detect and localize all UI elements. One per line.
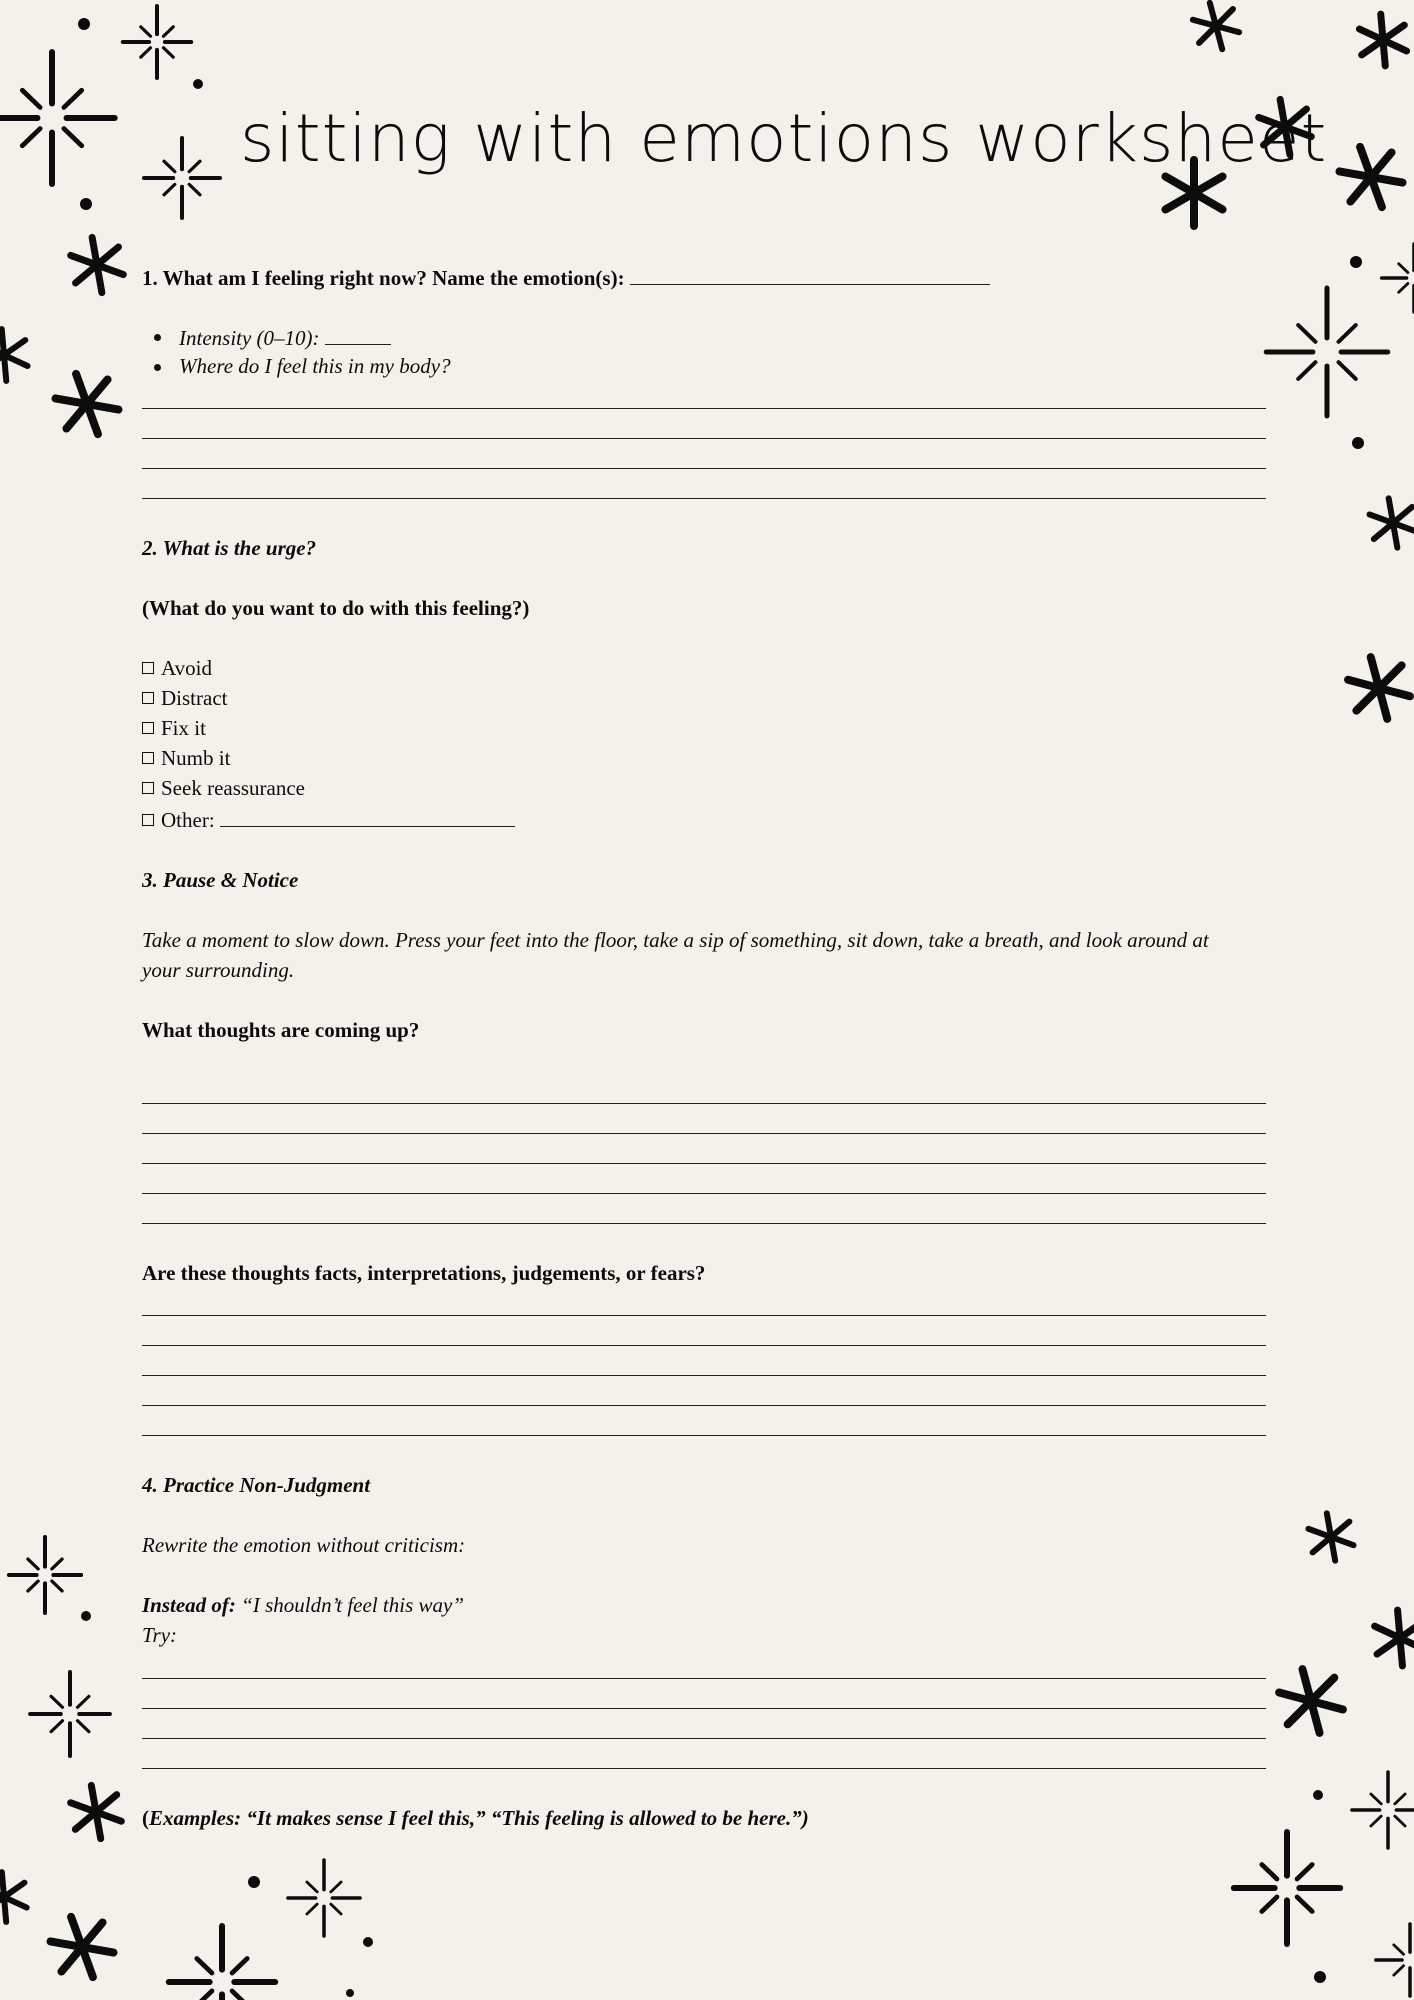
checkbox-icon[interactable] [142,752,154,764]
asterisk-star-icon [71,237,124,292]
try-line[interactable] [142,1768,1266,1769]
instead-of-label: Instead of: [142,1593,236,1617]
sparkle-icon [123,6,191,78]
bullet-icon [154,334,161,341]
sparkle-icon [0,52,115,184]
emotion-name-blank[interactable] [630,264,990,285]
facts-line[interactable] [142,1375,1266,1376]
dot-icon [193,79,203,89]
dot-icon [81,1611,91,1621]
dot-icon [1352,437,1364,449]
urge-option[interactable]: Distract [142,686,227,711]
body-location-label: Where do I feel this in my body? [179,354,451,378]
dot-icon [1314,1971,1326,1983]
checkbox-icon[interactable] [142,722,154,734]
asterisk-star-icon [1339,147,1402,207]
asterisk-star-icon [1359,14,1406,66]
dot-icon [346,1989,354,1997]
sparkle-icon [144,138,220,218]
asterisk-star-icon [1308,1513,1353,1560]
asterisk-star-icon [1193,3,1239,49]
try-line[interactable] [142,1678,1266,1679]
sparkle-icon [1352,1772,1414,1848]
thoughts-line[interactable] [142,1103,1266,1104]
asterisk-star-icon [1375,1610,1414,1666]
thoughts-line[interactable] [142,1133,1266,1134]
dot-icon [363,1937,373,1947]
urge-option[interactable]: Seek reassurance [142,776,305,801]
urge-option[interactable]: Avoid [142,656,212,681]
sparkle-icon [1234,1832,1340,1944]
dot-icon [1350,256,1362,268]
thoughts-line[interactable] [142,1223,1266,1224]
asterisk-star-icon [0,1872,27,1922]
intensity-blank[interactable] [325,324,391,345]
sparkle-icon [9,1537,81,1613]
checkbox-icon[interactable] [142,782,154,794]
dot-icon [248,1876,260,1888]
asterisk-star-icon [71,1785,122,1838]
body-location-line[interactable] [142,408,1266,409]
facts-line[interactable] [142,1345,1266,1346]
thoughts-question: What thoughts are coming up? [142,1018,420,1042]
thoughts-line[interactable] [142,1193,1266,1194]
pause-instruction-line1: Take a moment to slow down. Press your feet into the floor, take a sip of something, sit down, take a breath, and look around at [142,928,1209,952]
dot-icon [1313,1790,1323,1800]
asterisk-star-icon [55,374,118,434]
sparkle-icon [1376,1924,1414,1996]
page-title: sitting with emotions worksheet [240,100,1328,177]
pause-instruction-line2: your surrounding. [142,958,295,982]
asterisk-star-icon [1370,498,1414,547]
other-urge-blank[interactable] [220,806,515,827]
urge-option[interactable]: Numb it [142,746,230,771]
asterisk-star-icon [50,1917,113,1977]
instead-of-line [142,1593,464,1618]
sparkle-icon [288,1860,360,1936]
facts-line[interactable] [142,1435,1266,1436]
section4-heading: 4. Practice Non-Judgment [142,1473,371,1497]
checkbox-icon[interactable] [142,814,154,826]
asterisk-star-icon [1279,1669,1343,1733]
rewrite-instruction: Rewrite the emotion without criticism: [142,1533,466,1557]
dot-icon [78,18,90,30]
bullet-icon [154,364,161,371]
checkbox-icon[interactable] [142,692,154,704]
body-location-line[interactable] [142,468,1266,469]
section2-subheading: (What do you want to do with this feeling?) [142,596,530,620]
urge-option[interactable]: Other: [142,806,515,833]
thoughts-line[interactable] [142,1163,1266,1164]
section3-heading: 3. Pause & Notice [142,868,299,892]
try-line[interactable] [142,1738,1266,1739]
checkbox-icon[interactable] [142,662,154,674]
try-line[interactable] [142,1708,1266,1709]
sparkle-icon [30,1672,110,1756]
sparkle-icon [169,1926,275,2000]
sparkle-icon [1382,244,1414,312]
facts-question: Are these thoughts facts, interpretations, judgements, or fears? [142,1261,706,1285]
instead-of-quote: “I shouldn’t feel this way” [241,1593,465,1617]
sparkle-icon [1266,288,1388,416]
intensity-line: Intensity (0–10): [179,324,391,351]
section2-heading: 2. What is the urge? [142,536,317,560]
asterisk-star-icon [1348,657,1410,719]
examples-note: (Examples: “It makes sense I feel this,” “This feeling is allowed to be here.”) [142,1806,809,1830]
dot-icon [80,198,92,210]
facts-line[interactable] [142,1405,1266,1406]
section1-question: 1. What am I feeling right now? Name the emotion(s): [142,264,990,291]
urge-option[interactable]: Fix it [142,716,206,741]
body-location-line[interactable] [142,498,1266,499]
body-location-line[interactable] [142,438,1266,439]
facts-line[interactable] [142,1315,1266,1316]
asterisk-star-icon [0,329,28,381]
try-label: Try: [142,1623,178,1647]
